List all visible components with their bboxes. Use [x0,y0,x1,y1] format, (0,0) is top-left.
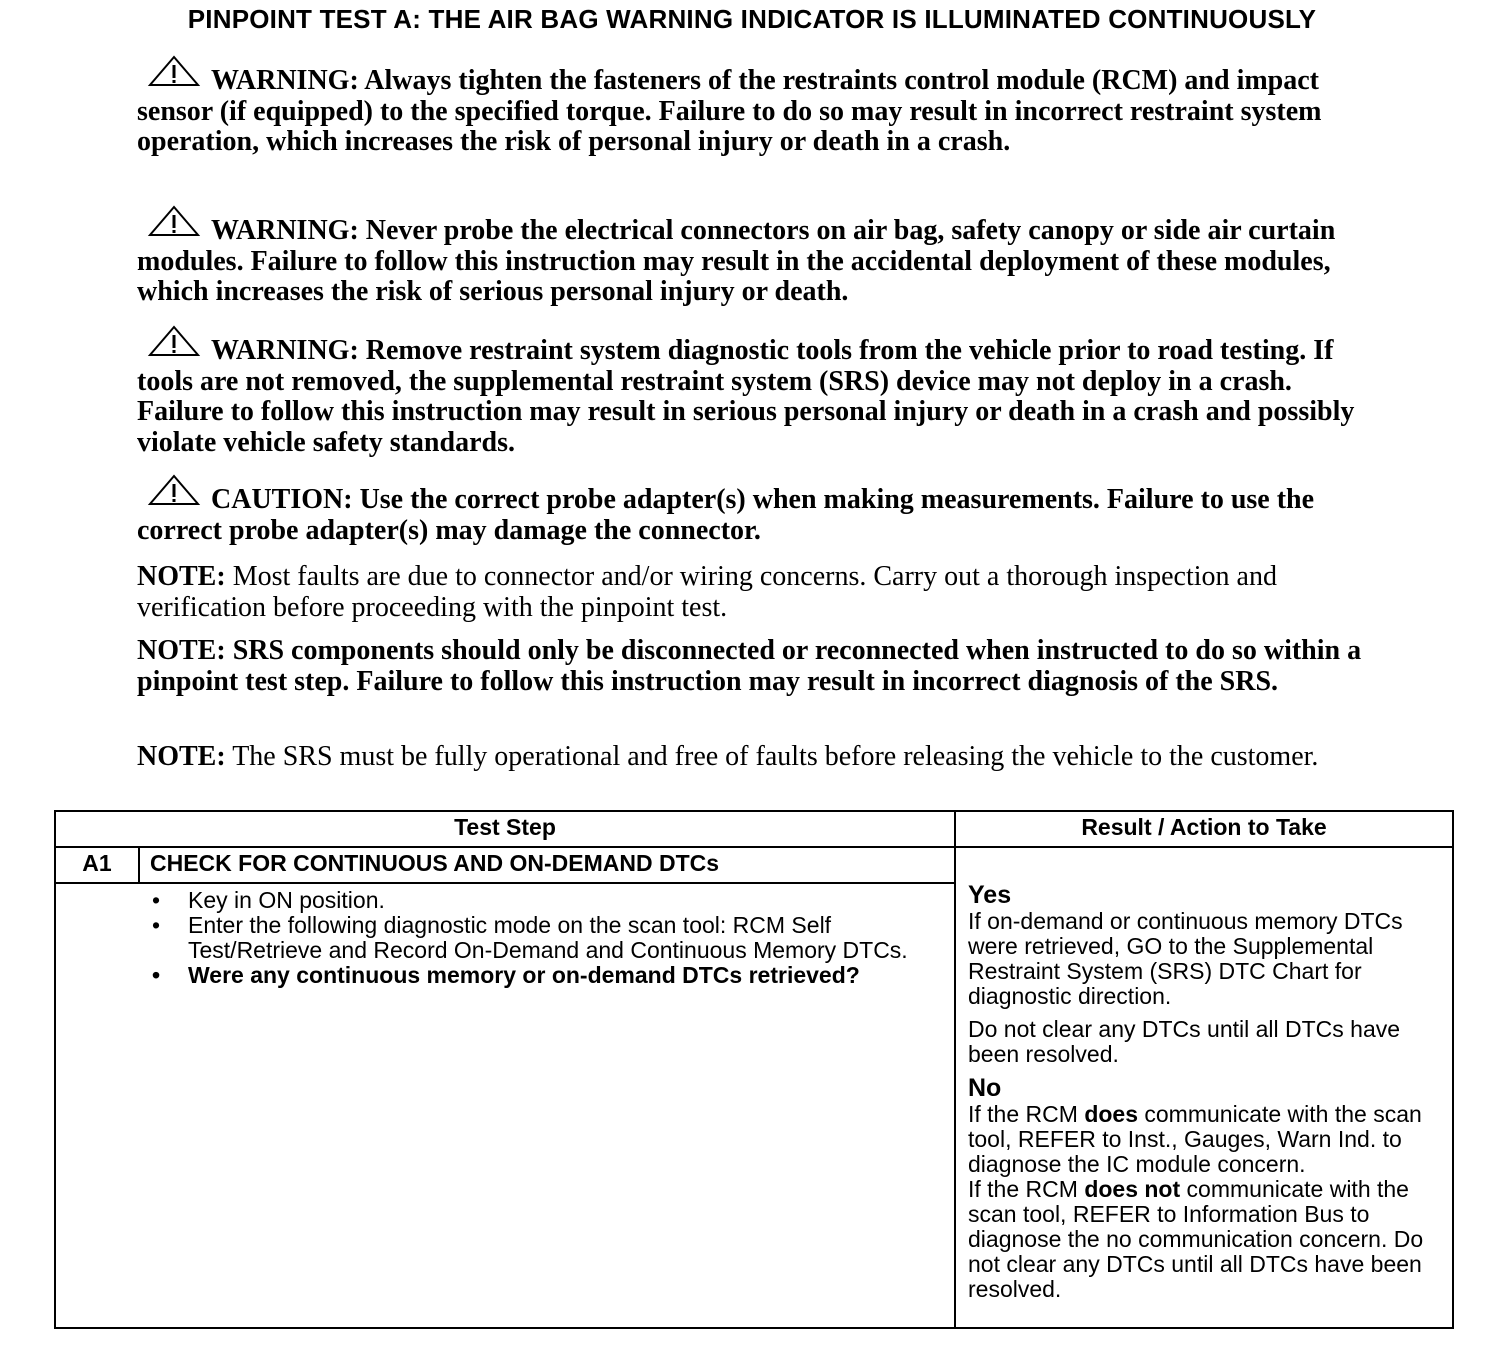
warning-notice-2 [137,216,1367,308]
notice-label: WARNING: [211,65,359,96]
pinpoint-test-table [54,810,1454,1329]
list-item: • Key in ON position. [148,888,938,913]
step-instructions [148,888,938,988]
notice-text: Never probe the electrical connectors on air bag, safety canopy or side air curtain modules. Failure to follow this instruction may result in the accidental deployment of these modules, which increases the risk of serious personal injury or death. [137,215,1336,307]
no-label: No [968,1074,1002,1102]
step-id: A1 [82,850,112,876]
list-item: • Were any continuous memory or on-demand DTCs retrieved? [148,963,938,988]
page-title: PINPOINT TEST A: THE AIR BAG WARNING INDICATOR IS ILLUMINATED CONTINUOUSLY [187,4,1317,34]
no-action-text-1: If the RCM does communicate with the scan tool, REFER to Inst., Gauges, Warn Ind. to diagnose the IC module concern. [968,1101,1422,1177]
header-divider [56,846,1452,848]
warning-notice-3 [137,336,1367,458]
result-action [968,882,1453,1302]
result-action-header: Result / Action to Take [1081,814,1327,840]
note-text: Most faults are due to connector and/or wiring concerns. Carry out a thorough inspection and verification before proceeding with the pinpoint test. [137,561,1277,623]
yes-note-text: Do not clear any DTCs until all DTCs have been resolved. [968,1016,1401,1067]
caution-notice [137,485,1367,546]
list-item: • Enter the following diagnostic mode on the scan tool: RCM Self Test/Retrieve and Record On-Demand and Continuous Memory DTCs. [148,913,938,963]
notice-label: CAUTION: [211,484,353,515]
step-title-divider [56,882,954,884]
warning-notice-1 [137,66,1367,158]
test-step-header: Test Step [454,814,556,840]
notice-label: WARNING: [211,335,359,366]
note-3 [137,742,1367,773]
note-text: The SRS must be fully operational and free of faults before releasing the vehicle to the customer. [232,741,1319,772]
no-action-text-2: If the RCM does not communicate with the scan tool, REFER to Information Bus to diagnose the no communication concern. Do not clear any DTCs until all DTCs have been resolved. [968,1176,1424,1302]
column-divider [954,812,956,1327]
note-label: NOTE: [137,635,226,666]
notice-text: Always tighten the fasteners of the restraints control module (RCM) and impact sensor (if equipped) to the specified torque. Failure to do so may result in incorrect restraint system operation, which increases the risk of personal injury or death in a crash. [137,65,1322,157]
step-title: CHECK FOR CONTINUOUS AND ON-DEMAND DTCs [150,850,720,876]
warning-triangle-icon [147,54,201,88]
note-label: NOTE: [137,741,226,772]
warning-triangle-icon [147,324,201,358]
warning-triangle-icon [147,473,201,507]
warning-triangle-icon [147,204,201,238]
notice-text: Use the correct probe adapter(s) when making measurements. Failure to use the correct probe adapter(s) may damage the connector. [137,484,1315,546]
step-id-divider [138,846,140,884]
notice-label: WARNING: [211,215,359,246]
note-label: NOTE: [137,561,226,592]
yes-label: Yes [968,881,1012,909]
note-1 [137,562,1367,623]
yes-action-text: If on-demand or continuous memory DTCs were retrieved, GO to the Supplemental Restraint System (SRS) DTC Chart for diagnostic direction. [968,908,1403,1009]
notice-text: Remove restraint system diagnostic tools from the vehicle prior to road testing. If tools are not removed, the supplemental restraint system (SRS) device may not deploy in a crash. Failure to follow this instruction may result in serious personal injury or death in a crash and possibly violate vehicle safety standards. [137,335,1355,458]
note-2 [137,636,1367,697]
note-text: SRS components should only be disconnected or reconnected when instructed to do so within a pinpoint test step. Failure to follow this instruction may result in incorrect diagnosis of the SRS. [137,635,1362,697]
